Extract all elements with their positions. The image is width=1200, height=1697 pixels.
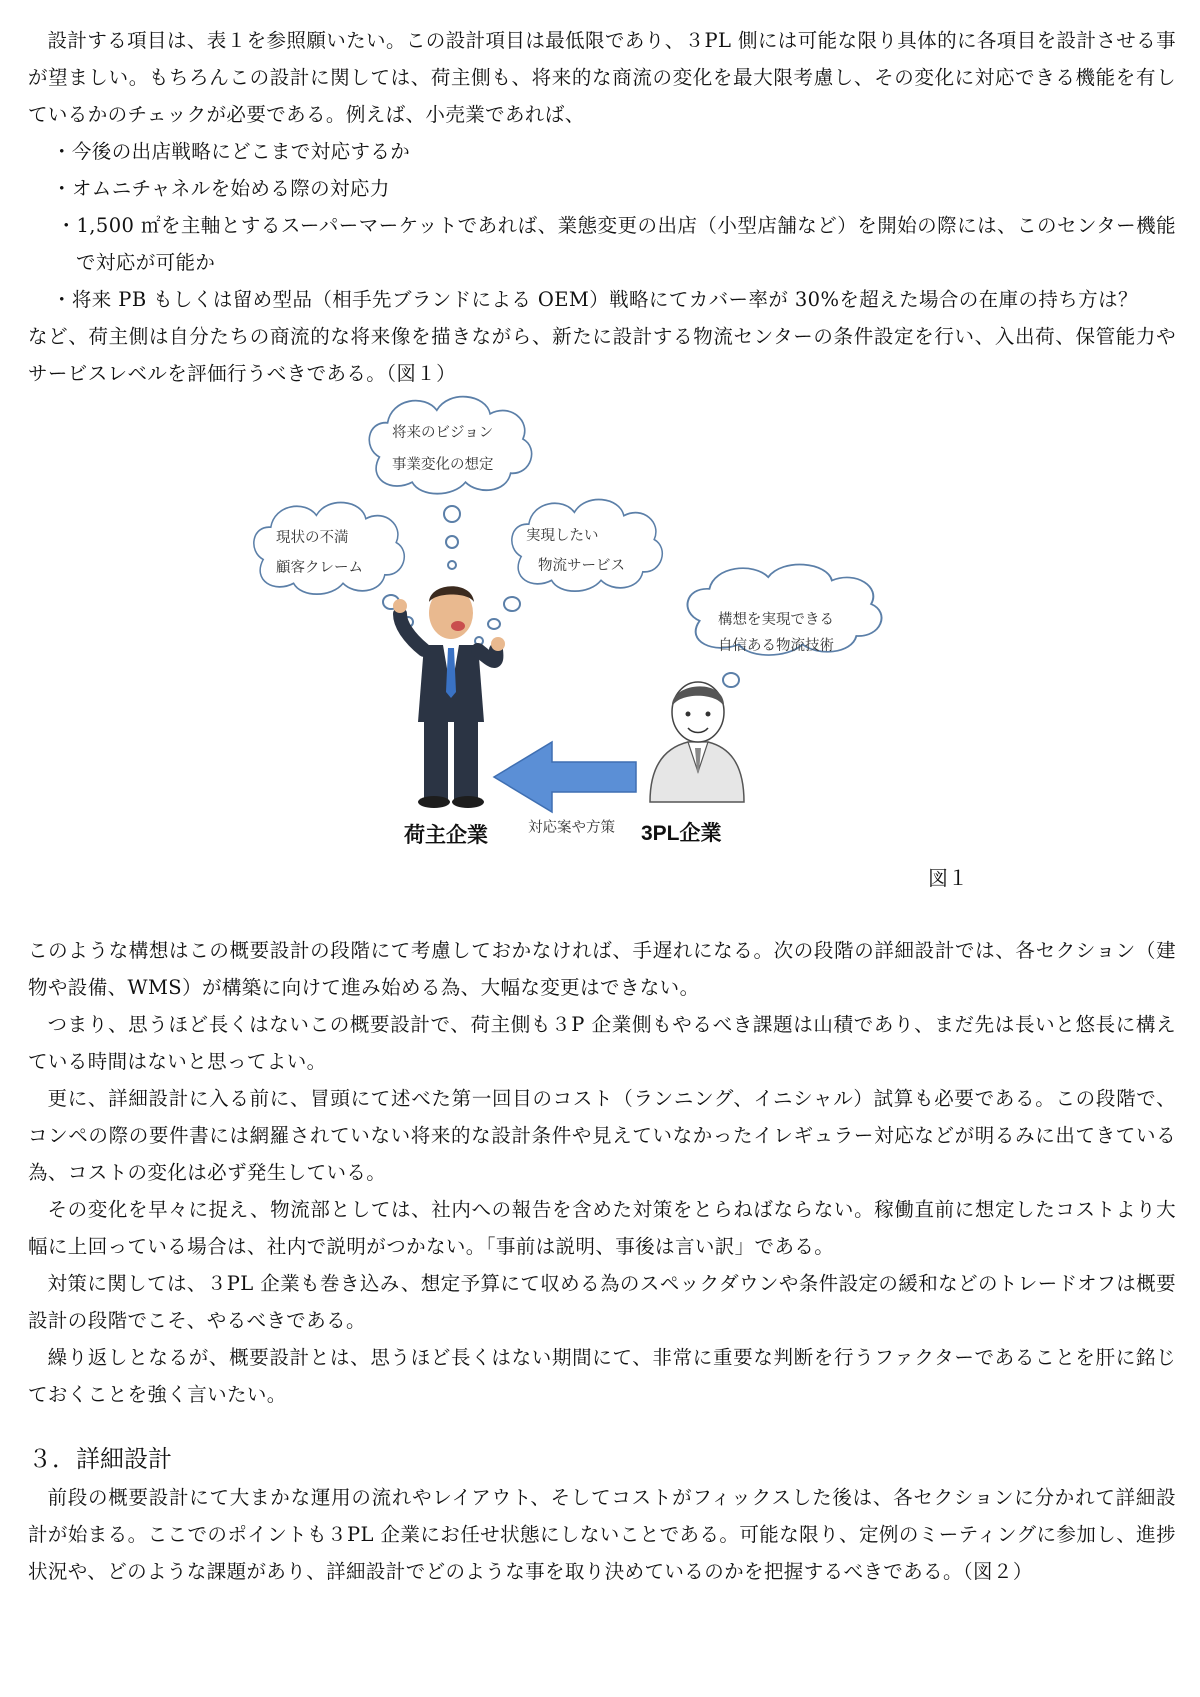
bubble-left-line2: 顧客クレーム [276, 560, 363, 576]
thought-bubble-middle [512, 500, 662, 592]
arrow-label: 対応案や方策 [528, 820, 615, 836]
bubble-left-line1: 現状の不満 [276, 530, 349, 546]
body-paragraph: その変化を早々に捉え、物流部としては、社内への報告を含めた対策をとらねばならない。稼働直前に想定したコストより大幅に上回っている場合は、社内で説明がつかない。「事前は説明、事後は言い訳」である。 [28, 1198, 1176, 1258]
bullet-item: ・今後の出店戦略にどこまで対応するか [52, 140, 411, 163]
body-paragraph: つまり、思うほど長くはないこの概要設計で、荷主側も３P 企業側もやるべき課題は山積であり、まだ先は長いと悠長に構えている時間はないと思ってよい。 [28, 1013, 1176, 1073]
bullet-item: ・1,500 ㎡を主軸とするスーパーマーケットであれば、業態変更の出店（小型店舗など）を開始の際には、このセンター機能で対応が可能か [56, 214, 1176, 274]
bullet-item: ・将来 PB もしくは留め型品（相手先ブランドによる OEM）戦略にてカバー率が 30%を超えた場合の在庫の持ち方は？ [52, 288, 1138, 311]
bubble-middle-line1: 実現したい [526, 528, 599, 544]
intro-paragraph: 設計する項目は、表１を参照願いたい。この設計項目は最低限であり、３PL 側には可能な限り具体的に各項目を設計させる事が望ましい。もちろんこの設計に関しては、荷主側も、将来的な商流の変化を最大限考慮し、その変化に対応できる機能を有しているかのチェックが必要である。例えば、小売業であれば、 [28, 29, 1176, 126]
figure-illustration [28, 392, 1176, 892]
body-paragraph: 対策に関しては、３PL 企業も巻き込み、想定予算にて収める為のスペックダウンや条件設定の緩和などのトレードオフは概要設計の段階でこそ、やるべきである。 [28, 1272, 1176, 1332]
intro-conclusion-paragraph: など、荷主側は自分たちの商流的な将来像を描きながら、新たに設計する物流センターの条件設定を行い、入出荷、保管能力やサービスレベルを評価行うべきである。（図１） [28, 325, 1176, 385]
shipper-company-label: 荷主企業 [404, 824, 488, 847]
figure-1 [28, 392, 1176, 932]
figure-caption: 図１ [928, 866, 968, 890]
bubble-top-line1: 将来のビジョン [392, 425, 494, 441]
bullet-item: ・オムニチャネルを始める際の対応力 [52, 177, 390, 200]
bubble-middle-line2: 物流サービス [538, 558, 625, 574]
proposal-arrow [494, 742, 636, 812]
bubble-right-line2: 自信ある物流技術 [718, 638, 834, 654]
bubble-top-line2: 事業変化の想定 [392, 457, 494, 473]
body-paragraph: 更に、詳細設計に入る前に、冒頭にて述べた第一回目のコスト（ランニング、イニシャル）試算も必要である。この段階で、コンペの際の要件書には網羅されていない将来的な設計条件や見えていなかったイレギュラー対応などが明るみに出てきている為、コストの変化は必ず発生している。 [28, 1087, 1176, 1184]
bubble-right-line1: 構想を実現できる [718, 612, 834, 628]
section-paragraph: 前段の概要設計にて大まかな運用の流れやレイアウト、そしてコストがフィックスした後は、各セクションに分かれて詳細設計が始まる。ここでのポイントも３PL 企業にお任せ状態にしないことである。可能な限り、定例のミーティングに参加し、進捗状況や、どのような課題があり、詳細設計でどのような事を取り決めているのかを把握するべきである。（図２） [28, 1486, 1176, 1583]
body-paragraph: このような構想はこの概要設計の段階にて考慮しておかなければ、手遅れになる。次の段階の詳細設計では、各セクション（建物や設備、WMS）が構築に向けて進み始める為、大幅な変更はできない。 [28, 939, 1176, 999]
document-page [28, 22, 1176, 1590]
tpl-company-label: 3PL企業 [641, 822, 722, 845]
thought-bubble-left [254, 503, 404, 595]
body-paragraph: 繰り返しとなるが、概要設計とは、思うほど長くはない期間にて、非常に重要な判断を行うファクターであることを肝に銘じておくことを強く言いたい。 [28, 1346, 1176, 1406]
tpl-person-figure [650, 682, 744, 802]
section-heading: ３．詳細設計 [28, 1445, 172, 1473]
thought-bubble-top [369, 397, 531, 494]
